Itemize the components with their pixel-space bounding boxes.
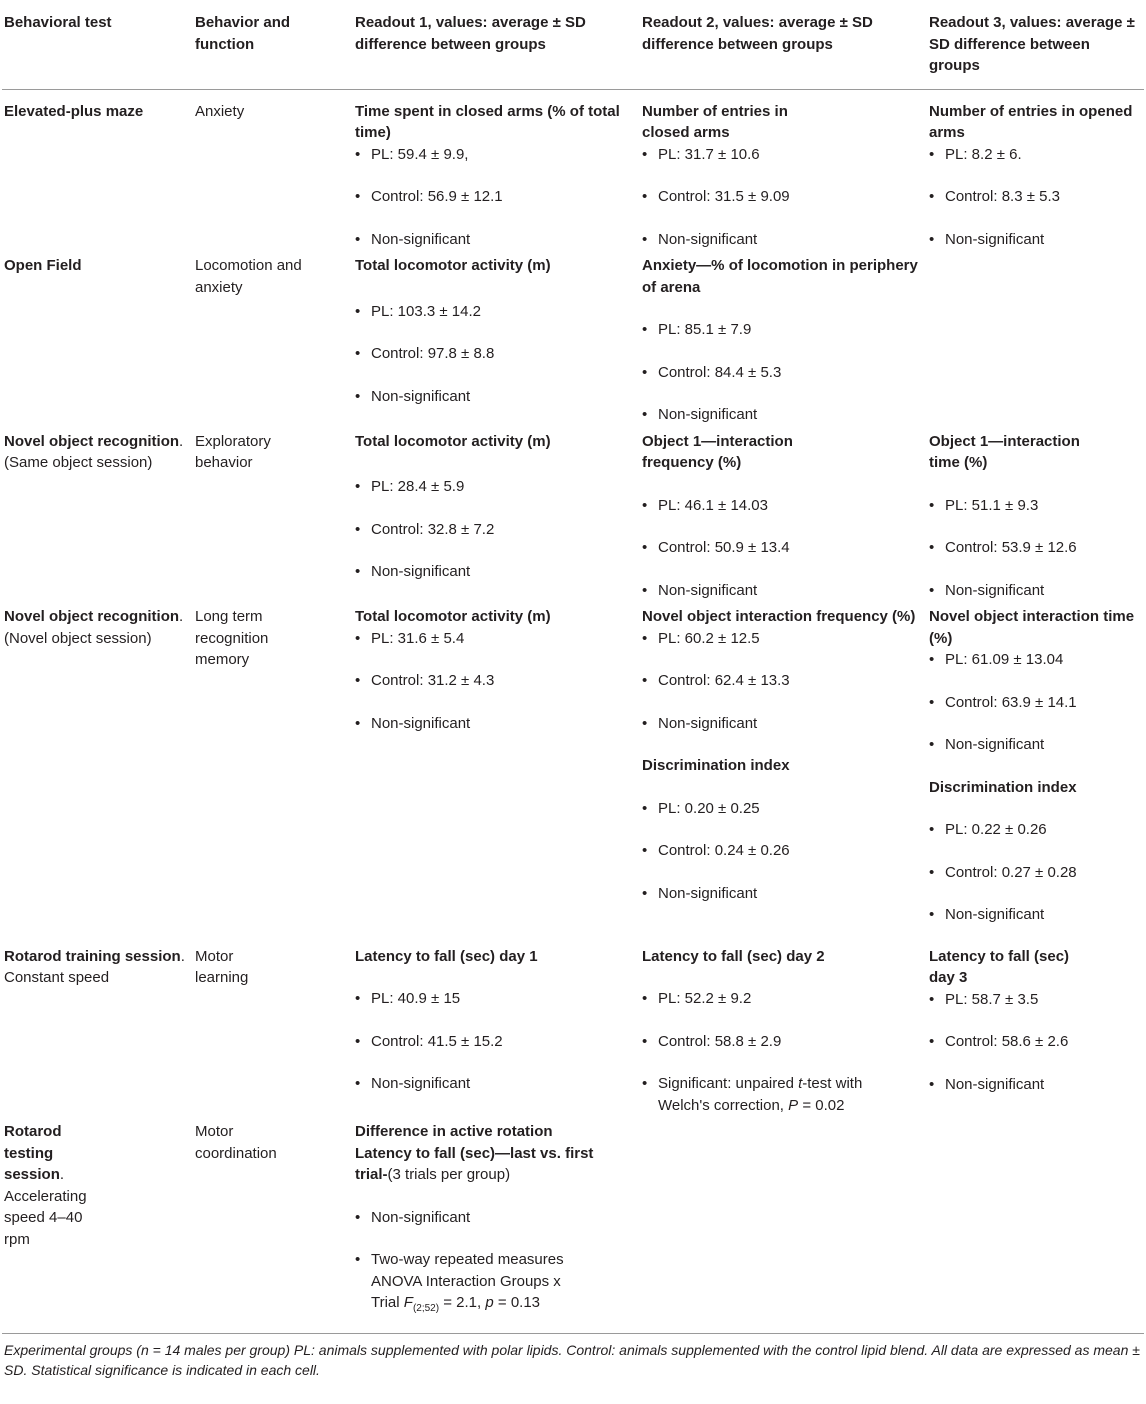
list-item: • Control: 84.4 ± 5.3 xyxy=(642,362,923,384)
readout-3-cell xyxy=(927,89,1144,255)
list-item: • Non-significant xyxy=(642,713,923,735)
footnote-n: n xyxy=(140,1341,149,1358)
readout-heading: Novel object interaction frequency (%) xyxy=(642,608,916,625)
list-item: • Non-significant xyxy=(929,904,1140,926)
list-item: • Control: 50.9 ± 13.4 xyxy=(642,537,923,559)
t-symbol: t xyxy=(798,1075,803,1092)
test-name-bold: Novel object recognition xyxy=(4,432,180,450)
footnote-text: Experimental groups ( xyxy=(4,1341,141,1358)
readout-2-cell xyxy=(640,89,927,255)
list-item: • PL: 8.2 ± 6. xyxy=(929,144,1140,166)
list-item: • Non-significant xyxy=(355,386,636,408)
test-name-detail: . (Novel object session) xyxy=(4,608,184,647)
list-item: • Control: 0.27 ± 0.28 xyxy=(929,862,1140,884)
table-row xyxy=(2,255,1144,431)
anova-text: = 0.13 xyxy=(493,1294,541,1311)
behavior-function: Motor coordination xyxy=(193,1121,353,1333)
behavior-function: Exploratory behavior xyxy=(195,432,271,471)
list-item: • Non-significant xyxy=(642,229,923,251)
list-item: • Control: 97.8 ± 8.8 xyxy=(355,343,636,365)
header-behavior-function: Behavior and function xyxy=(193,0,353,89)
list-item: • Non-significant xyxy=(642,404,923,426)
list-item: • PL: 60.2 ± 12.5 xyxy=(642,628,923,650)
table-header-row xyxy=(2,0,1144,89)
readout-2-cell xyxy=(640,255,927,431)
table-row xyxy=(2,431,1144,607)
list-item: • Control: 0.24 ± 0.26 xyxy=(642,840,923,862)
readout-1-cell xyxy=(353,1121,640,1333)
list-item: • Control: 31.2 ± 4.3 xyxy=(355,670,636,692)
behavior-function: Locomotion and anxiety xyxy=(195,257,302,296)
list-item: • Non-significant xyxy=(642,580,923,602)
readout-heading: Time spent in closed arms (% of total time) xyxy=(355,102,620,141)
f-symbol: F xyxy=(403,1294,413,1311)
readout-3-cell xyxy=(927,255,1144,431)
readout-2-cell xyxy=(640,1121,927,1333)
header-behavioral-test: Behavioral test xyxy=(2,0,193,89)
list-item: • Control: 41.5 ± 15.2 xyxy=(355,1031,636,1053)
test-name-detail: . Accelerating speed 4–40 rpm xyxy=(4,1166,87,1248)
behavioral-tests-table xyxy=(2,0,1144,1334)
test-name-bold: Novel object recognition xyxy=(4,608,180,625)
significance-text: Significant: unpaired xyxy=(658,1075,799,1092)
list-item: • Non-significant xyxy=(929,580,1140,602)
list-item: • PL: 85.1 ± 7.9 xyxy=(642,319,923,341)
list-item: • Non-significant xyxy=(355,713,636,735)
table-row xyxy=(2,1121,1144,1333)
list-item: • Non-significant xyxy=(355,229,636,251)
readout-2-cell xyxy=(640,931,927,1122)
behavior-function: Long term recognition memory xyxy=(195,608,269,668)
readout-3-cell xyxy=(927,431,1144,607)
readout-heading: Object 1—interaction frequency (%) xyxy=(642,432,793,471)
list-item: • Control: 56.9 ± 12.1 xyxy=(355,186,636,208)
readout-1-cell xyxy=(353,606,640,931)
table-row xyxy=(2,606,1144,931)
readout-heading: Discrimination index xyxy=(642,757,790,774)
readout-3-cell xyxy=(927,606,1144,931)
test-name xyxy=(2,431,193,607)
list-item: • Control: 31.5 ± 9.09 xyxy=(642,186,923,208)
readout-heading: Number of entries in opened arms xyxy=(929,102,1133,141)
list-item: • Control: 58.8 ± 2.9 xyxy=(642,1031,923,1053)
test-name-bold: Rotarod training session xyxy=(4,947,181,965)
readout-2-cell xyxy=(640,431,927,607)
heading-bold: Difference in active rotation Latency to fall (sec)—last vs. first trial- xyxy=(355,1123,594,1183)
significance-text: -test with Welch's correction, xyxy=(658,1075,863,1114)
readout-1-cell xyxy=(353,89,640,255)
list-item: • PL: 61.09 ± 13.04 xyxy=(929,649,1140,671)
list-item: • Non-significant xyxy=(929,229,1140,251)
list-item xyxy=(642,1073,923,1116)
readout-heading: Anxiety—% of locomotion in periphery of arena xyxy=(642,257,918,296)
readout-1-cell xyxy=(353,255,640,431)
list-item: • Control: 8.3 ± 5.3 xyxy=(929,186,1140,208)
test-name xyxy=(2,931,193,1122)
anova-text: Two-way repeated measures ANOVA Interaction Groups x Trial xyxy=(371,1251,564,1311)
table-row xyxy=(2,89,1144,255)
behavior-function: Anxiety xyxy=(195,102,245,120)
readout-2-cell xyxy=(640,606,927,931)
readout-heading: Number of entries in closed arms xyxy=(642,102,788,141)
test-name: Open Field xyxy=(4,257,82,274)
list-item: • Non-significant xyxy=(355,561,636,583)
readout-3-cell xyxy=(927,1121,1144,1333)
list-item: • Non-significant xyxy=(355,1073,636,1095)
readout-1-cell xyxy=(353,931,640,1122)
readout-3-cell xyxy=(927,931,1144,1122)
f-degrees: (2;52) xyxy=(412,1303,440,1314)
list-item: • PL: 103.3 ± 14.2 xyxy=(355,301,636,323)
list-item: • PL: 0.20 ± 0.25 xyxy=(642,798,923,820)
list-item: • PL: 52.2 ± 9.2 xyxy=(642,988,923,1010)
list-item xyxy=(355,1249,636,1320)
table-footnote xyxy=(0,1334,1146,1380)
list-item: • PL: 46.1 ± 14.03 xyxy=(642,495,923,517)
readout-heading: Latency to fall (sec) day 1 xyxy=(355,947,538,965)
readout-heading: Total locomotor activity (m) xyxy=(355,257,551,274)
behavior-function: Motor learning xyxy=(195,947,249,986)
list-item: • Control: 32.8 ± 7.2 xyxy=(355,519,636,541)
significance-text: = 0.02 xyxy=(798,1096,845,1114)
header-readout-3: Readout 3, values: average ± SD difference between groups xyxy=(927,0,1144,89)
header-readout-2: Readout 2, values: average ± SD difference between groups xyxy=(640,0,927,89)
list-item: • PL: 59.4 ± 9.9, xyxy=(355,144,636,166)
list-item: • Non-significant xyxy=(642,883,923,905)
test-name: Elevated-plus maze xyxy=(4,102,144,120)
test-name-detail: . Constant speed xyxy=(4,947,185,986)
readout-heading: Discrimination index xyxy=(929,778,1077,796)
list-item: • PL: 51.1 ± 9.3 xyxy=(929,495,1140,517)
readout-heading: Latency to fall (sec) day 2 xyxy=(642,947,825,965)
header-readout-1: Readout 1, values: average ± SD difference between groups xyxy=(353,0,640,89)
table-row xyxy=(2,931,1144,1122)
list-item: • PL: 28.4 ± 5.9 xyxy=(355,476,636,498)
list-item: • PL: 31.6 ± 5.4 xyxy=(355,628,636,650)
readout-heading: Object 1—interaction time (%) xyxy=(929,432,1080,471)
readout-heading: Total locomotor activity (m) xyxy=(355,608,551,625)
list-item: • PL: 58.7 ± 3.5 xyxy=(929,989,1140,1011)
list-item: • PL: 0.22 ± 0.26 xyxy=(929,819,1140,841)
list-item: • Control: 58.6 ± 2.6 xyxy=(929,1031,1140,1053)
list-item: • Non-significant xyxy=(929,734,1140,756)
readout-heading: Total locomotor activity (m) xyxy=(355,432,551,450)
list-item: • Non-significant xyxy=(929,1074,1140,1096)
anova-text: = 2.1, xyxy=(439,1294,486,1311)
p-symbol: p xyxy=(485,1294,494,1311)
list-item: • PL: 31.7 ± 10.6 xyxy=(642,144,923,166)
test-name-detail: . (Same object session) xyxy=(4,432,184,471)
test-name xyxy=(2,1121,193,1333)
list-item: • Non-significant xyxy=(355,1207,636,1229)
heading-detail: (3 trials per group) xyxy=(387,1166,511,1183)
readout-1-cell xyxy=(353,431,640,607)
readout-heading xyxy=(355,1121,595,1186)
list-item: • PL: 40.9 ± 15 xyxy=(355,988,636,1010)
test-name xyxy=(2,606,193,931)
list-item: • Control: 53.9 ± 12.6 xyxy=(929,537,1140,559)
readout-heading: Novel object interaction time (%) xyxy=(929,608,1135,647)
list-item: • Control: 62.4 ± 13.3 xyxy=(642,670,923,692)
list-item: • Control: 63.9 ± 14.1 xyxy=(929,692,1140,714)
footnote-text: = 14 males per group) PL: animals supplemented with polar lipids. Control: animals supplemented with the control lipid blend. All data are expressed as mean ± SD. Statistical significance is indicated in each cell. xyxy=(4,1341,1140,1378)
readout-heading: Latency to fall (sec) day 3 xyxy=(929,947,1070,986)
test-name-bold: Rotarod testing session xyxy=(4,1123,62,1183)
p-symbol: P xyxy=(788,1096,799,1114)
